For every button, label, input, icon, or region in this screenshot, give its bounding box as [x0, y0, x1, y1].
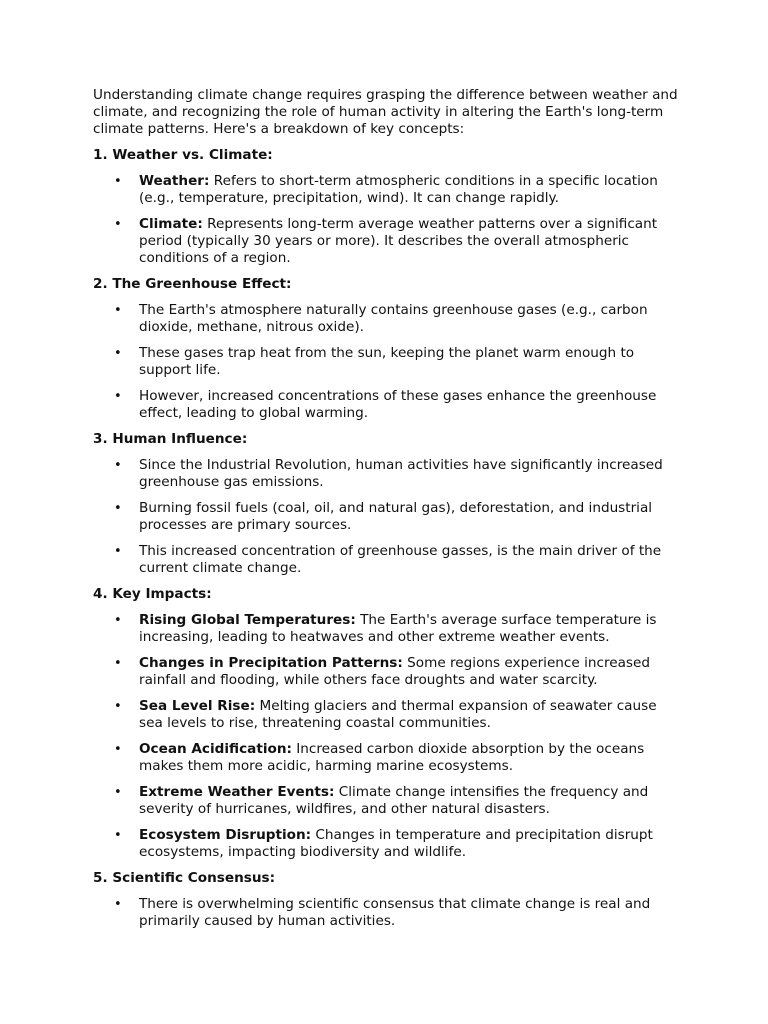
- section-heading: 2. The Greenhouse Effect:: [93, 276, 292, 292]
- bullet-icon: •: [114, 346, 122, 361]
- list-item: [93, 216, 683, 267]
- list-item: [93, 500, 683, 534]
- list-item: [93, 741, 683, 775]
- list-item-text: However, increased concentrations of these gases enhance the greenhouse effect, leading to global warming.: [139, 388, 657, 421]
- list-item: [93, 388, 683, 422]
- list-item-text: This increased concentration of greenhouse gasses, is the main driver of the current climate change.: [139, 543, 662, 576]
- list-item-term: Climate:: [139, 216, 203, 232]
- list-item: [93, 827, 683, 861]
- list-item-text: Refers to short-term atmospheric conditions in a specific location (e.g., temperature, precipitation, wind). It can change rapidly.: [139, 173, 658, 206]
- bullet-icon: •: [114, 699, 122, 714]
- bullet-icon: •: [114, 501, 122, 516]
- bullet-list: [93, 457, 683, 577]
- bullet-icon: •: [114, 742, 122, 757]
- bullet-icon: •: [114, 389, 122, 404]
- list-item: [93, 896, 683, 930]
- list-item-term: Rising Global Temperatures:: [139, 612, 356, 628]
- list-item-text: Melting glaciers and thermal expansion of seawater cause sea levels to rise, threatening coastal communities.: [139, 698, 657, 731]
- bullet-icon: •: [114, 785, 122, 800]
- list-item-text: There is overwhelming scientific consensus that climate change is real and primarily caused by human activities.: [139, 896, 651, 929]
- list-item-term: Extreme Weather Events:: [139, 784, 335, 800]
- list-item: [93, 457, 683, 491]
- list-item: [93, 655, 683, 689]
- bullet-list: [93, 173, 683, 267]
- list-item: [93, 543, 683, 577]
- list-item-term: Ecosystem Disruption:: [139, 827, 312, 843]
- bullet-icon: •: [114, 656, 122, 671]
- section-heading: 3. Human Influence:: [93, 431, 248, 447]
- bullet-list: [93, 302, 683, 422]
- list-item-text: Some regions experience increased rainfall and flooding, while others face droughts and water scarcity.: [139, 655, 651, 688]
- list-item: [93, 173, 683, 207]
- list-item: [93, 784, 683, 818]
- bullet-icon: •: [114, 458, 122, 473]
- list-item-term: Weather:: [139, 173, 210, 189]
- list-item-text: The Earth's atmosphere naturally contains greenhouse gases (e.g., carbon dioxide, methane, nitrous oxide).: [139, 302, 648, 335]
- bullet-icon: •: [114, 303, 122, 318]
- list-item-text: Changes in temperature and precipitation disrupt ecosystems, impacting biodiversity and wildlife.: [139, 827, 653, 860]
- sections-container: [93, 147, 683, 930]
- bullet-list: [93, 896, 683, 930]
- bullet-icon: •: [114, 217, 122, 232]
- list-item: [93, 302, 683, 336]
- bullet-icon: •: [114, 544, 122, 559]
- bullet-icon: •: [114, 897, 122, 912]
- list-item: [93, 345, 683, 379]
- list-item: [93, 612, 683, 646]
- list-item-term: Ocean Acidification:: [139, 741, 292, 757]
- list-item-text: The Earth's average surface temperature is increasing, leading to heatwaves and other extreme weather events.: [139, 612, 657, 645]
- list-item-text: Since the Industrial Revolution, human activities have significantly increased greenhouse gas emissions.: [139, 457, 663, 490]
- intro-paragraph: Understanding climate change requires grasping the difference between weather and climate, and recognizing the role of human activity in altering the Earth's long-term climate patterns. Here's a breakdown of key concepts:: [93, 87, 678, 137]
- list-item-term: Sea Level Rise:: [139, 698, 256, 714]
- section-heading: 5. Scientific Consensus:: [93, 870, 276, 886]
- bullet-icon: •: [114, 174, 122, 189]
- bullet-icon: •: [114, 613, 122, 628]
- document-page: [93, 87, 683, 939]
- section-heading: 4. Key Impacts:: [93, 586, 212, 602]
- list-item-text: Burning fossil fuels (coal, oil, and natural gas), deforestation, and industrial processes are primary sources.: [139, 500, 653, 533]
- list-item-text: These gases trap heat from the sun, keeping the planet warm enough to support life.: [139, 345, 635, 378]
- list-item-text: Represents long-term average weather patterns over a significant period (typically 30 years or more). It describes the overall atmospheric conditions of a region.: [139, 216, 658, 266]
- list-item-text: Increased carbon dioxide absorption by the oceans makes them more acidic, harming marine ecosystems.: [139, 741, 645, 774]
- list-item-term: Changes in Precipitation Patterns:: [139, 655, 403, 671]
- bullet-icon: •: [114, 828, 122, 843]
- list-item-text: Climate change intensifies the frequency and severity of hurricanes, wildfires, and other natural disasters.: [139, 784, 649, 817]
- section-heading: 1. Weather vs. Climate:: [93, 147, 273, 163]
- bullet-list: [93, 612, 683, 861]
- list-item: [93, 698, 683, 732]
